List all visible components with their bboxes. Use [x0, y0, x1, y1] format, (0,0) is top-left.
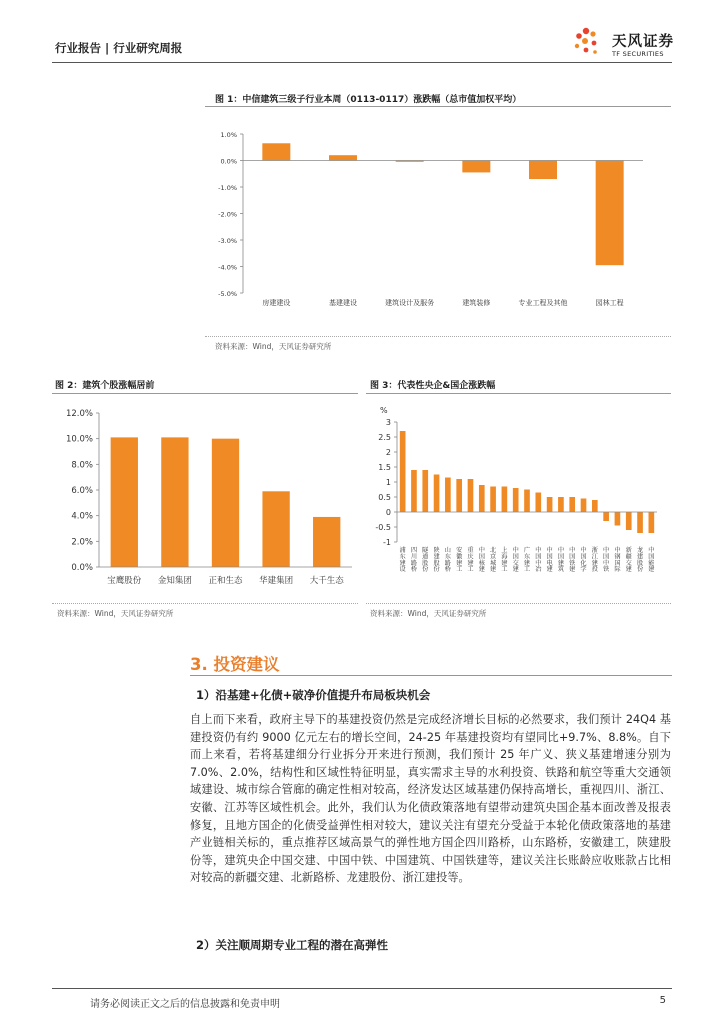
bar	[329, 155, 357, 160]
x-category-label	[603, 546, 610, 573]
svg-text:份: 份	[433, 566, 440, 574]
x-category-label	[400, 546, 407, 573]
x-category-label	[592, 546, 599, 573]
svg-text:建: 建	[512, 566, 519, 574]
svg-text:重: 重	[467, 547, 474, 554]
bar	[569, 497, 575, 512]
y-tick-label: 1.5	[378, 463, 391, 472]
svg-text:中: 中	[478, 547, 485, 554]
svg-text:国: 国	[478, 553, 485, 561]
bar	[592, 500, 598, 512]
svg-text:国: 国	[614, 559, 621, 567]
svg-text:东: 东	[399, 553, 406, 561]
x-category-label	[626, 546, 633, 573]
svg-text:中: 中	[603, 547, 610, 554]
bar	[535, 493, 541, 513]
svg-text:建: 建	[523, 559, 531, 567]
x-category-label: 宝鹰股份	[107, 576, 142, 586]
x-category-label	[445, 546, 452, 573]
fig1-source: 资料来源：Wind，天风证券研究所	[215, 342, 332, 351]
svg-text:安: 安	[456, 547, 463, 554]
svg-text:北: 北	[489, 547, 497, 554]
bar	[262, 491, 289, 567]
svg-text:陕: 陕	[433, 547, 440, 554]
svg-text:际: 际	[614, 566, 621, 574]
svg-text:建: 建	[399, 559, 406, 567]
bar	[161, 437, 188, 567]
bar	[581, 499, 587, 513]
svg-text:山: 山	[444, 547, 451, 554]
y-tick-label: -1	[383, 538, 391, 547]
svg-text:国: 国	[569, 553, 576, 561]
svg-text:四: 四	[410, 547, 418, 554]
y-tick-label: 4.0%	[71, 511, 93, 522]
svg-text:江: 江	[591, 553, 598, 561]
svg-text:城: 城	[489, 559, 497, 567]
x-category-label	[637, 546, 644, 573]
x-category-label: 房建建设	[262, 299, 291, 307]
y-tick-label: 0.0%	[220, 157, 237, 166]
fig1-source-rule	[205, 336, 671, 337]
section-divider	[190, 675, 672, 676]
x-category-label	[501, 546, 508, 573]
svg-text:工: 工	[456, 566, 463, 574]
svg-text:股: 股	[636, 559, 644, 567]
bar	[524, 490, 530, 513]
svg-text:浙: 浙	[591, 547, 598, 554]
y-tick-label: 1.0%	[220, 131, 237, 139]
svg-text:广: 广	[523, 547, 531, 554]
bar	[262, 143, 290, 160]
bar	[212, 439, 239, 567]
bar	[468, 479, 474, 512]
svg-text:化: 化	[580, 559, 587, 567]
x-category-label: 华建集团	[259, 576, 294, 586]
y-unit-label: %	[380, 406, 388, 415]
bar	[529, 161, 557, 180]
y-tick-label: 1	[385, 478, 391, 487]
y-tick-label: 0.5	[378, 493, 391, 502]
x-category-label	[580, 546, 586, 573]
svg-text:中: 中	[546, 547, 553, 554]
bar	[400, 431, 406, 512]
footer-divider	[52, 988, 672, 989]
svg-text:股: 股	[433, 559, 440, 567]
fig1-title: 图 1：中信建筑三级子行业本周（0113-0117）涨跌幅（总市值加权平均）	[215, 95, 522, 105]
sub-heading-2: 2）关注顺周期专业工程的潜在高弹性	[196, 938, 388, 952]
y-tick-label: -1.0%	[218, 184, 237, 192]
svg-text:钢: 钢	[614, 553, 621, 561]
svg-text:能: 能	[648, 559, 655, 567]
svg-text:国: 国	[580, 553, 587, 561]
bar	[490, 487, 496, 513]
svg-text:东: 东	[444, 553, 451, 561]
fig2-source: 资料来源：Wind，天风证券研究所	[57, 609, 174, 618]
svg-text:道: 道	[422, 553, 429, 561]
fig1-chart	[205, 118, 671, 318]
svg-text:国: 国	[535, 553, 542, 561]
svg-text:路: 路	[444, 559, 451, 567]
y-tick-label: -4.0%	[218, 263, 237, 272]
svg-text:建: 建	[478, 566, 485, 574]
svg-text:铁: 铁	[603, 566, 610, 574]
fig2-top-rule	[52, 393, 358, 394]
svg-text:国: 国	[512, 553, 519, 561]
svg-text:建: 建	[636, 553, 644, 561]
fig2-chart	[52, 400, 358, 595]
svg-text:建: 建	[648, 566, 655, 574]
svg-text:建: 建	[625, 566, 632, 574]
svg-text:桥: 桥	[444, 566, 451, 574]
svg-text:桥: 桥	[410, 566, 418, 574]
svg-text:中: 中	[512, 547, 519, 554]
svg-text:疆: 疆	[625, 553, 632, 561]
svg-text:新: 新	[625, 547, 632, 554]
svg-text:京: 京	[489, 553, 497, 561]
x-category-label: 金知集团	[157, 576, 192, 586]
svg-text:中: 中	[557, 547, 565, 554]
bar	[422, 470, 428, 512]
svg-text:建: 建	[501, 559, 508, 567]
x-category-label	[467, 546, 474, 573]
y-tick-label: 0.0%	[71, 563, 93, 573]
bar	[313, 517, 340, 567]
bar	[649, 512, 655, 533]
svg-text:中: 中	[535, 559, 542, 567]
svg-text:建: 建	[456, 559, 463, 567]
svg-text:建: 建	[569, 566, 576, 574]
x-category-label	[433, 546, 440, 573]
svg-text:工: 工	[523, 566, 531, 574]
svg-text:国: 国	[603, 553, 610, 561]
x-category-label	[411, 547, 418, 573]
fig3-top-rule	[366, 393, 671, 394]
svg-text:筑: 筑	[557, 566, 565, 574]
footer-disclaimer: 请务必阅读正文之后的信息披露和免责申明	[90, 999, 280, 1010]
svg-text:份: 份	[422, 566, 429, 574]
fig2-title: 图 2：建筑个股涨幅居前	[55, 381, 155, 391]
x-category-label	[490, 546, 497, 573]
x-category-label: 建筑设计及服务	[385, 299, 435, 307]
svg-text:股: 股	[422, 559, 429, 567]
bar	[479, 485, 485, 512]
svg-text:海: 海	[501, 553, 508, 561]
svg-text:投: 投	[591, 566, 598, 574]
bar	[456, 479, 462, 512]
svg-text:份: 份	[636, 566, 644, 574]
section-heading: 3. 投资建议	[190, 655, 280, 674]
x-category-label	[547, 546, 554, 573]
svg-text:国: 国	[648, 553, 655, 561]
svg-text:设: 设	[399, 566, 406, 574]
x-category-label	[479, 546, 486, 573]
svg-text:国: 国	[557, 553, 565, 561]
svg-text:东: 东	[523, 553, 531, 561]
svg-text:工: 工	[501, 566, 508, 574]
svg-text:上: 上	[501, 547, 508, 554]
x-category-label	[558, 546, 565, 573]
bar	[513, 488, 519, 512]
x-category-label: 基建建设	[329, 299, 357, 307]
svg-text:建: 建	[546, 566, 553, 574]
y-tick-label: -2.0%	[218, 210, 237, 219]
bar	[445, 478, 451, 513]
bar	[434, 475, 440, 513]
bar	[637, 512, 643, 533]
bar	[462, 161, 490, 173]
x-category-label: 大千生态	[309, 576, 344, 586]
svg-text:川: 川	[410, 553, 418, 561]
svg-text:中: 中	[648, 547, 655, 554]
y-tick-label: 8.0%	[71, 460, 93, 471]
logo-name-cn: 天风证券	[612, 34, 674, 50]
bar	[111, 437, 138, 567]
y-tick-label: 2	[385, 448, 391, 457]
svg-text:龙: 龙	[636, 547, 644, 554]
y-tick-label: 0	[385, 508, 391, 517]
bar	[615, 512, 621, 526]
svg-text:工: 工	[467, 566, 474, 574]
fig3-chart	[366, 400, 671, 600]
svg-text:隧: 隧	[422, 547, 429, 554]
fig2-source-rule	[52, 603, 358, 604]
svg-text:路: 路	[410, 559, 418, 567]
y-tick-label: -5.0%	[218, 290, 237, 298]
page-number: 5	[659, 995, 666, 1006]
y-tick-label: 3	[385, 418, 391, 427]
svg-text:学: 学	[580, 566, 587, 574]
svg-text:建: 建	[433, 553, 440, 561]
x-category-label	[456, 546, 463, 573]
svg-text:交: 交	[512, 559, 519, 567]
svg-text:建: 建	[591, 559, 598, 567]
svg-text:建: 建	[557, 559, 565, 567]
svg-text:冶: 冶	[535, 566, 542, 574]
fig1-top-rule	[205, 106, 671, 107]
x-category-label	[422, 546, 429, 573]
y-tick-label: -0.5	[375, 523, 391, 532]
svg-text:建: 建	[467, 559, 474, 567]
bar	[411, 470, 417, 512]
x-category-label	[569, 546, 576, 573]
y-tick-label: -3.0%	[218, 237, 237, 245]
svg-text:中: 中	[603, 559, 610, 567]
x-category-label	[524, 546, 531, 573]
bar	[502, 487, 508, 513]
fig3-title: 图 3：代表性央企&国企涨跌幅	[370, 381, 496, 391]
bar	[596, 161, 624, 266]
bar	[558, 497, 564, 512]
svg-text:中: 中	[614, 547, 621, 554]
svg-text:中: 中	[569, 547, 576, 554]
sub-heading-1: 1）沿基建+化债+破净价值提升布局板块机会	[196, 688, 431, 702]
x-category-label	[614, 546, 621, 573]
x-category-label: 园林工程	[595, 299, 624, 307]
bar	[603, 512, 609, 521]
svg-text:中: 中	[580, 547, 587, 554]
x-category-label: 正和生态	[208, 576, 243, 586]
y-tick-label: 10.0%	[65, 434, 93, 445]
svg-text:庆: 庆	[467, 553, 474, 561]
header-divider	[52, 62, 672, 63]
report-header: 行业报告 | 行业研究周报	[55, 41, 183, 55]
svg-text:交: 交	[625, 559, 632, 567]
svg-text:徽: 徽	[456, 553, 463, 561]
body-paragraph: 自上而下来看，政府主导下的基建投资仍然是完成经济增长目标的必然要求，我们预计 24Q4 基建投资仍有约 9000 亿元左右的增长空间，24-25 年基建投资均有望同比+9.7%、8.8%。自下而上来看，若将基建细分行业拆分开来进行预测，我们预计 25 年广义、狭义基建增速分别为 7.0%、2.0%，结构性和区域性特征明显，真实需求主导的水利投资、铁路和航空等重大交通领域建设、城市综合管廊的确定性相对较高，经济发达区域基建仍保持高增长，重视四川、浙江、安徽、江苏等区域性机会。此外，我们认为化债政策落地有望带动建筑央国企基本面改善及报表修复，且地方国企的化债受益弹性相对较大，建议关注有望充分受益于本轮化债政策落地的基建产业链相关标的，重点推荐区域高景气的弹性地方国企四川路桥，山东路桥，安徽建工，陕建股份等，建筑央企中国交建、中国中铁、中国建筑、中国铁建等，建议关注长账龄应收账款占比相对较高的新疆交建、北新路桥、龙建股份、浙江建投等。	[190, 713, 671, 885]
fig3-source-rule	[366, 603, 671, 604]
svg-text:国: 国	[546, 553, 553, 561]
y-tick-label: 2.0%	[71, 537, 93, 548]
svg-text:核: 核	[478, 559, 485, 567]
y-tick-label: 12.0%	[65, 409, 93, 419]
svg-text:浦: 浦	[399, 547, 406, 554]
svg-text:电: 电	[546, 559, 553, 567]
bar	[626, 512, 632, 530]
fig3-source: 资料来源：Wind，天风证券研究所	[370, 609, 487, 618]
svg-text:铁: 铁	[569, 559, 576, 567]
x-category-label	[648, 546, 655, 573]
y-tick-label: 2.5	[378, 433, 391, 442]
x-category-label	[535, 546, 542, 573]
x-category-label: 专业工程及其他	[518, 299, 568, 307]
x-category-label: 建筑装修	[462, 299, 491, 307]
bar	[547, 497, 553, 512]
x-category-label	[513, 546, 520, 573]
svg-text:建: 建	[489, 566, 497, 574]
y-tick-label: 6.0%	[71, 486, 93, 496]
svg-text:中: 中	[535, 547, 542, 554]
logo-name-en: TF SECURITIES	[612, 50, 664, 58]
